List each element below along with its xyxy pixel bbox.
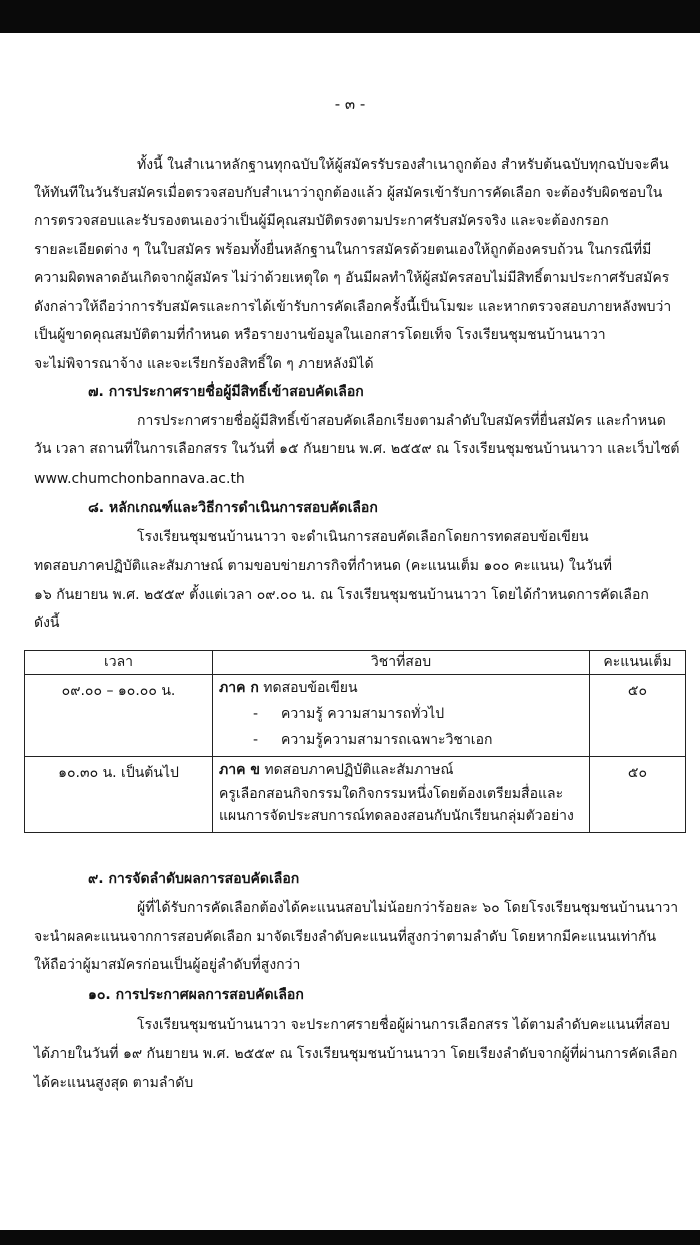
part-label: ภาค ก [219, 680, 259, 696]
section10-line: โรงเรียนชุมชนบ้านนาวา จะประกาศรายชื่อผู้ผ่านการเลือกสรร ได้ตามลำดับคะแนนที่สอบ [137, 1017, 670, 1033]
detail-line: ครูเลือกสอนกิจกรรมใดกิจกรรมหนึ่งโดยต้องเตรียมสื่อและ [219, 786, 564, 802]
bottom-black-bar [0, 1230, 700, 1245]
detail-line: แผนการจัดประสบการณ์ทดลองสอนกับนักเรียนกลุ่มตัวอย่าง [219, 808, 574, 824]
section8-line: ๑๖ กันยายน พ.ศ. ๒๕๕๙ ตั้งแต่เวลา ๐๙.๐๐ น. ณ โรงเรียนชุมชนบ้านนาวา โดยได้กำหนดการคัดเลือก [34, 587, 649, 603]
header-subject: วิชาที่สอบ [213, 651, 590, 675]
part-text: ทดสอบภาคปฏิบัติและสัมภาษณ์ [264, 762, 454, 778]
website-url: www.chumchonbannava.ac.th [34, 471, 245, 487]
section8-line: ดังนี้ [34, 615, 60, 631]
row-time: ๐๙.๐๐ – ๑๐.๐๐ น. [25, 675, 213, 757]
row-time: ๑๐.๓๐ น. เป็นต้นไป [25, 757, 213, 833]
section9-line: ให้ถือว่าผู้มาสมัครก่อนเป็นผู้อยู่ลำดับที่สูงกว่า [34, 957, 301, 973]
header-time: เวลา [25, 651, 213, 675]
intro-line: การตรวจสอบและรับรองตนเองว่าเป็นผู้มีคุณสมบัติตรงตามประกาศรับสมัครจริง และจะต้องกรอก [34, 213, 609, 229]
intro-line: เป็นผู้ขาดคุณสมบัติตามที่กำหนด หรือรายงานข้อมูลในเอกสารโดยเท็จ โรงเรียนชุมชนบ้านนาวา [34, 327, 606, 343]
bullet-item: - ความรู้ความสามารถเฉพาะวิชาเอก [253, 732, 493, 748]
section10-line: ได้คะแนนสูงสุด ตามลำดับ [34, 1075, 194, 1091]
top-black-bar [0, 0, 700, 33]
intro-line: ดังกล่าวให้ถือว่าการรับสมัครและการได้เข้ารับการคัดเลือกครั้งนี้เป็นโมฆะ และหากตรวจสอบภายหลังพบว่า [34, 299, 672, 315]
section8-heading: ๘. หลักเกณฑ์และวิธีการดำเนินการสอบคัดเลือก [88, 500, 378, 516]
section7-line: การประกาศรายชื่อผู้มีสิทธิ์เข้าสอบคัดเลือกเรียงตามลำดับใบสมัครที่ยื่นสมัคร และกำหนด [137, 413, 666, 429]
exam-schedule-table [24, 650, 686, 833]
bullet-item: - ความรู้ ความสามารถทั่วไป [253, 706, 445, 722]
intro-line: ให้ทันทีในวันรับสมัครเมื่อตรวจสอบกับสำเนาว่าถูกต้องแล้ว ผู้สมัครเข้ารับการคัดเลือก จะต้องรับผิดชอบใน [34, 185, 663, 201]
section8-line: โรงเรียนชุมชนบ้านนาวา จะดำเนินการสอบคัดเลือกโดยการทดสอบข้อเขียน [137, 529, 589, 545]
header-score: คะแนนเต็ม [590, 651, 686, 675]
table-row [25, 757, 686, 833]
table-header-row [25, 651, 686, 675]
part-label: ภาค ข [219, 762, 260, 778]
section8-line: ทดสอบภาคปฏิบัติและสัมภาษณ์ ตามขอบข่ายภารกิจที่กำหนด (คะแนนเต็ม ๑๐๐ คะแนน) ในวันที่ [34, 558, 612, 574]
intro-line: รายละเอียดต่าง ๆ ในใบสมัคร พร้อมทั้งยื่นหลักฐานในการสมัครด้วยตนเองให้ถูกต้องครบถ้วน ในกรณีที่มี [34, 242, 652, 258]
page-number: - ๓ - [334, 95, 366, 113]
row-score: ๕๐ [590, 757, 686, 833]
row-subject [213, 675, 590, 757]
section9-line: ผู้ที่ได้รับการคัดเลือกต้องได้คะแนนสอบไม่น้อยกว่าร้อยละ ๖๐ โดยโรงเรียนชุมชนบ้านนาวา [137, 900, 679, 916]
row-score: ๕๐ [590, 675, 686, 757]
section9-line: จะนำผลคะแนนจากการสอบคัดเลือก มาจัดเรียงลำดับคะแนนที่สูงกว่าตามลำดับ โดยหากมีคะแนนเท่ากัน [34, 929, 657, 945]
table-row [25, 675, 686, 757]
section7-heading: ๗. การประกาศรายชื่อผู้มีสิทธิ์เข้าสอบคัดเลือก [88, 384, 364, 400]
section7-line: วัน เวลา สถานที่ในการเลือกสรร ในวันที่ ๑๕ กันยายน พ.ศ. ๒๕๕๙ ณ โรงเรียนชุมชนบ้านนาวา และเว็บไซต์ [34, 441, 680, 457]
row-subject [213, 757, 590, 833]
intro-line: จะไม่พิจารณาจ้าง และจะเรียกร้องสิทธิ์ใด ๆ ภายหลังมิได้ [34, 356, 374, 372]
section10-heading: ๑๐. การประกาศผลการสอบคัดเลือก [88, 987, 304, 1003]
intro-line: ทั้งนี้ ในสำเนาหลักฐานทุกฉบับให้ผู้สมัครรับรองสำเนาถูกต้อง สำหรับต้นฉบับทุกฉบับจะคืน [137, 157, 669, 173]
part-text: ทดสอบข้อเขียน [263, 680, 358, 696]
section10-line: ได้ภายในวันที่ ๑๙ กันยายน พ.ศ. ๒๕๕๙ ณ โรงเรียนชุมชนบ้านนาวา โดยเรียงลำดับจากผู้ที่ผ่านการคัดเลือก [34, 1046, 678, 1062]
intro-line: ความผิดพลาดอันเกิดจากผู้สมัคร ไม่ว่าด้วยเหตุใด ๆ อันมีผลทำให้ผู้สมัครสอบไม่มีสิทธิ์ตามประกาศรับสมัคร [34, 270, 670, 286]
section9-heading: ๙. การจัดลำดับผลการสอบคัดเลือก [88, 871, 300, 887]
